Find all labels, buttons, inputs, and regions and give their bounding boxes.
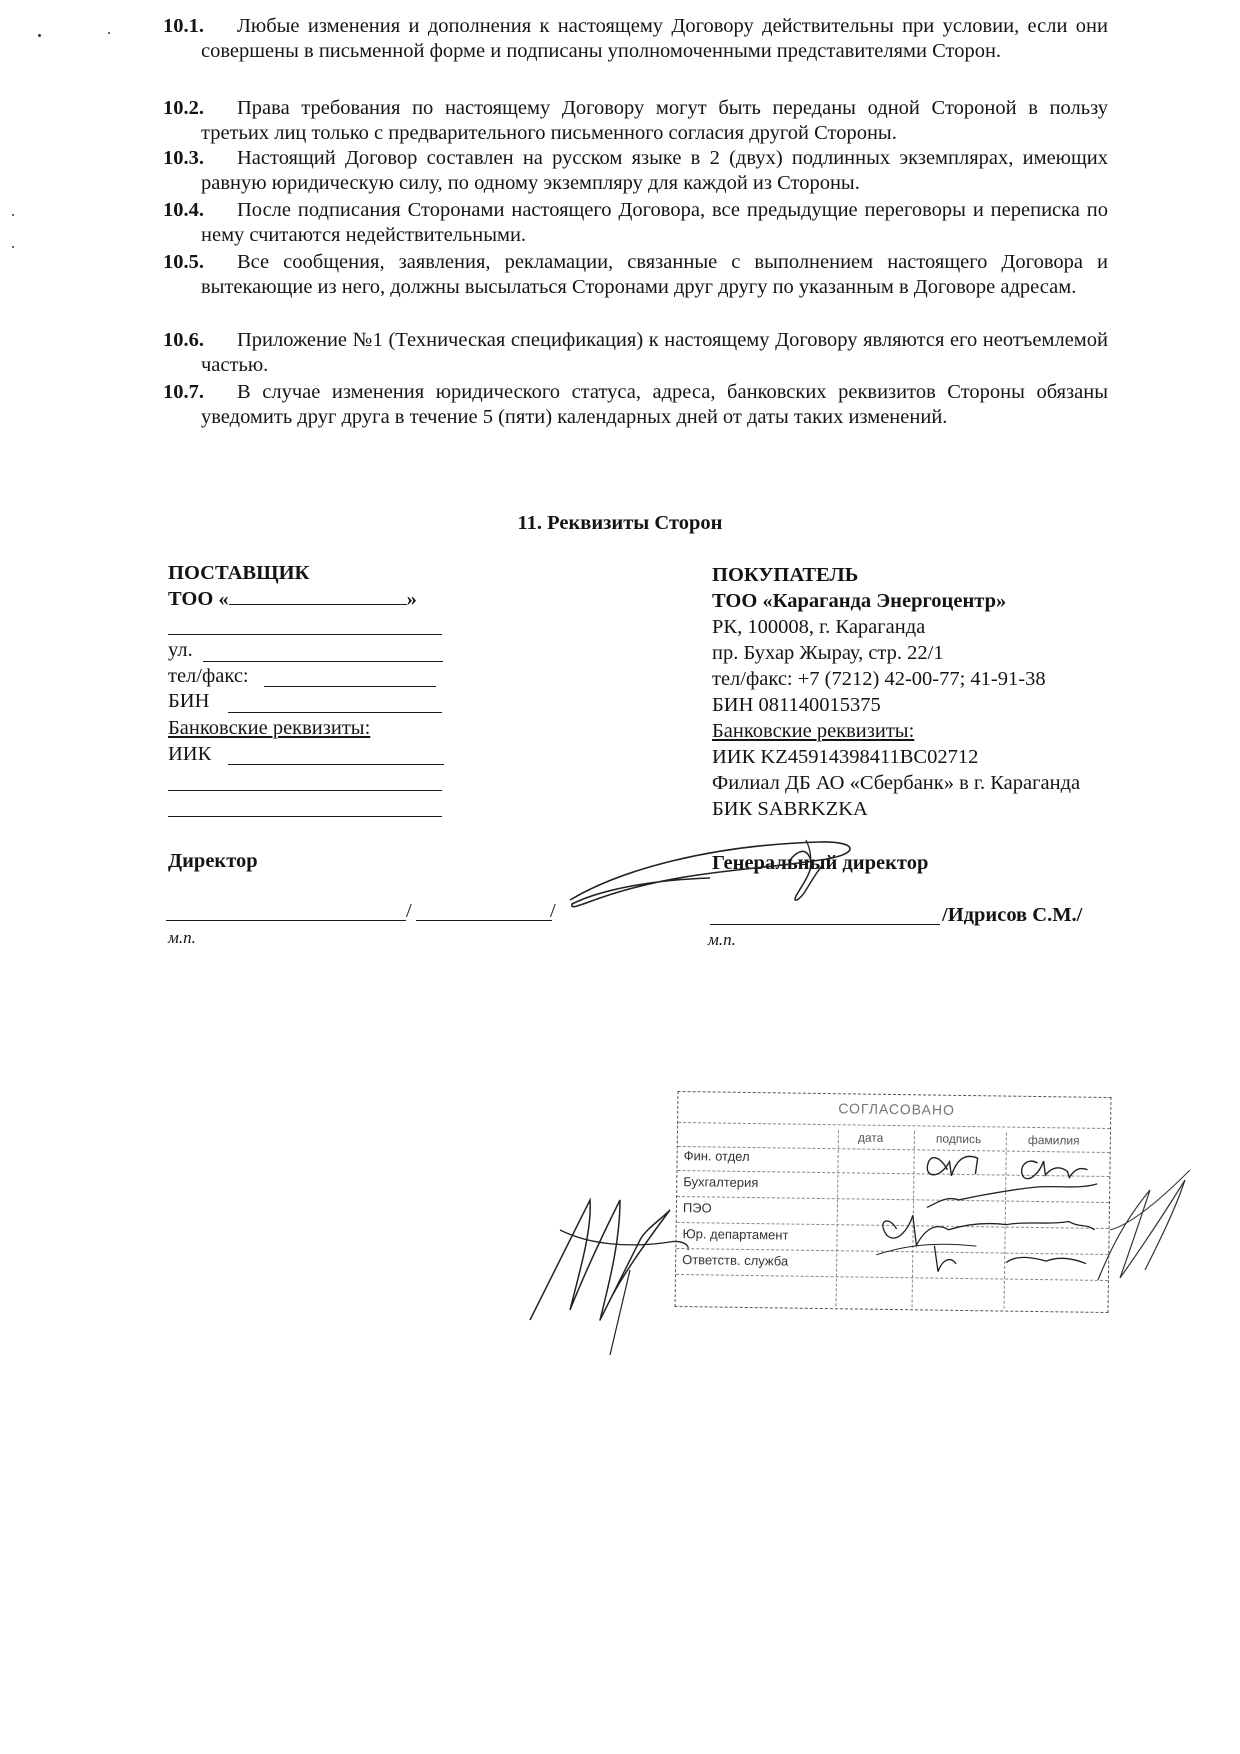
supplier-heading: ПОСТАВЩИК (168, 562, 310, 584)
supplier-bin-label: БИН (168, 690, 210, 712)
supplier-iik-row (168, 742, 211, 766)
clause-number: 10.6. (163, 329, 204, 351)
stamp-handwriting (676, 1092, 1111, 1312)
buyer-stamp-place: м.п. (708, 930, 736, 949)
clause-10-7 (163, 380, 1108, 430)
margin-speck (38, 34, 41, 37)
buyer-sign-title: Генеральный директор (712, 852, 929, 874)
supplier-company-prefix: ТОО « (168, 588, 229, 610)
clause-text: После подписания Сторонами настоящего Договора, все предыдущие переговоры и переписка по нему считаются недействительными. (201, 199, 1108, 246)
supplier-name-line[interactable] (416, 920, 552, 921)
supplier-phone-field[interactable] (264, 686, 436, 687)
buyer-address-line-1: РК, 100008, г. Караганда (712, 616, 926, 638)
supplier-phone-label: тел/факс: (168, 665, 249, 687)
buyer-heading: ПОКУПАТЕЛЬ (712, 564, 859, 586)
buyer-bin: БИН 081140015375 (712, 694, 881, 716)
stamp-col-surname: фамилия (1027, 1132, 1080, 1148)
supplier-iik-field[interactable] (228, 764, 444, 765)
supplier-phone-row (168, 664, 249, 688)
clause-number: 10.3. (163, 147, 204, 169)
supplier-company (168, 586, 417, 612)
buyer-company: ТОО «Караганда Энергоцентр» (712, 590, 1007, 612)
margin-speck (12, 214, 14, 216)
stamp-row-responsible: Ответств. служба (682, 1252, 789, 1269)
stamp-row-legal: Юр. департамент (682, 1226, 789, 1243)
approval-stamp (675, 1091, 1112, 1313)
supplier-signature-line[interactable] (166, 920, 406, 921)
supplier-sign-title: Директор (168, 850, 258, 872)
stamp-row-peo: ПЭО (682, 1200, 712, 1216)
buyer-bank-name: Филиал ДБ АО «Сбербанк» в г. Караганда (712, 772, 1081, 794)
clause-number: 10.4. (163, 199, 204, 221)
supplier-bin-field[interactable] (228, 712, 442, 713)
buyer-phone: тел/факс: +7 (7212) 42-00-77; 41-91-38 (712, 668, 1046, 690)
clause-text: Любые изменения и дополнения к настоящему Договору действительны при условии, если они совершены в письменной форме и подписаны уполномоченными представителями Сторон. (201, 15, 1108, 62)
stamp-heading: СОГЛАСОВАНО (838, 1100, 956, 1118)
stamp-col-date: дата (857, 1130, 884, 1145)
clause-text: Права требования по настоящему Договору могут быть переданы одной Стороной в пользу третьих лиц только с предварительного письменного согласия другой Стороны. (201, 97, 1108, 144)
stamp-row-accounting: Бухгалтерия (683, 1174, 759, 1191)
buyer-bik: БИК SABRKZKA (712, 798, 868, 820)
clause-number: 10.2. (163, 97, 204, 119)
margin-speck (108, 32, 110, 34)
stamp-col-signature: подпись (935, 1131, 982, 1147)
supplier-company-suffix: » (406, 588, 417, 610)
buyer-signatory: /Идрисов С.М./ (942, 904, 1083, 926)
slash-separator: / (406, 900, 412, 922)
buyer-address-line-2: пр. Бухар Жырау, стр. 22/1 (712, 642, 944, 664)
clause-10-5 (163, 250, 1108, 300)
clause-text: Все сообщения, заявления, рекламации, связанные с выполнением настоящего Договора и вытекающие из него, должны высылаться Сторонами друг другу по указанным в Договоре адресам. (201, 251, 1108, 298)
clause-number: 10.7. (163, 381, 204, 403)
section-title: 11. Реквизиты Сторон (517, 512, 723, 534)
margin-speck (12, 246, 14, 248)
clause-text: В случае изменения юридического статуса, адреса, банковских реквизитов Стороны обязаны уведомить друг друга в течение 5 (пяти) календарных дней от даты таких изменений. (201, 381, 1108, 428)
supplier-bank-line-1[interactable] (168, 790, 442, 791)
clause-number: 10.5. (163, 251, 204, 273)
supplier-street-field[interactable] (203, 661, 443, 662)
supplier-iik-label: ИИК (168, 743, 212, 765)
clause-10-2 (163, 96, 1108, 146)
supplier-bin-row (168, 689, 209, 713)
clause-10-6 (163, 328, 1108, 378)
clause-10-1 (163, 14, 1108, 64)
supplier-bank-line-2[interactable] (168, 816, 442, 817)
supplier-street-row (168, 638, 193, 662)
stamp-row-finance: Фин. отдел (683, 1148, 750, 1164)
clause-text: Приложение №1 (Техническая спецификация) к настоящему Договору являются его неотъемлемой частью. (201, 329, 1108, 376)
supplier-stamp-place: м.п. (168, 928, 196, 947)
buyer-bank-label: Банковские реквизиты: (712, 720, 915, 742)
clause-text: Настоящий Договор составлен на русском языке в 2 (двух) подлинных экземплярах, имеющих равную юридическую силу, по одному экземпляру для каждой из Стороны. (201, 147, 1108, 194)
buyer-iik: ИИК KZ45914398411BC02712 (712, 746, 979, 768)
clause-10-4 (163, 198, 1108, 248)
supplier-bank-label: Банковские реквизиты: (168, 717, 371, 739)
clause-10-3 (163, 146, 1108, 196)
supplier-blank-line[interactable] (168, 634, 442, 635)
clause-number: 10.1. (163, 15, 204, 37)
director-signature (560, 800, 900, 940)
slash-separator: / (550, 900, 556, 922)
supplier-street-label: ул. (168, 639, 193, 661)
